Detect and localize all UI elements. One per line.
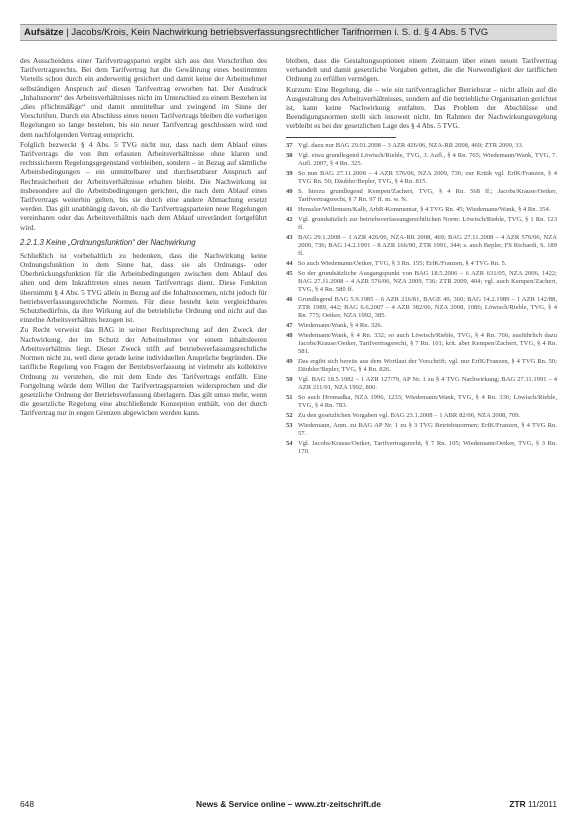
footnote-text: Henssler/Willemsen/Kalb, ArbR-Kommentar, § 4 TVG Rn. 45; Wiedemann/Wank, § 4 Rn. 354.	[298, 205, 551, 213]
header-section: Aufsätze	[24, 27, 64, 38]
header-separator: |	[66, 27, 72, 38]
body-paragraph: Schließlich ist vorbehaltlich zu bedenken, dass die Nachwirkung keine Ordnungsfunktion in dem Sinne hat, dass sie als Ordnungs- oder Überbrückungsfunktion für die Arbeitsbedingungen zwischen dem Ablauf des alten und dem Inkrafttreten eines neuen Tarifvertrags dient. Diese Funktion übernimmt § 4 Abs. 5 TVG allein in Bezug auf die Inhaltsnormen, nicht jedoch für betriebsverfassungsrechtliche Normen. Für diese besteht kein vergleichbares Schutzbedürfnis, da ihre Wirkung auf die betriebliche Ordnung und nicht auf das einzelne Arbeitsverhältnis bezogen ist.	[20, 250, 267, 325]
footnote-text: Wiedemann/Wank, § 4 Rn. 326.	[298, 321, 383, 329]
footnote-number: 49	[286, 357, 293, 365]
footnote-number: 52	[286, 411, 293, 419]
footnote-number: 51	[286, 393, 293, 401]
footnote	[286, 260, 557, 268]
footnote-text: Vgl. BAG 18.5.1982 – 1 AZR 127/79, AP Nr. 1 zu § 4 TVG Nachwirkung; BAG 27.11.1991 – 4 AZR 211/91, NZA 1992, 800.	[298, 375, 557, 391]
footnote	[286, 322, 557, 330]
footnote	[286, 376, 557, 392]
footnote-text: Vgl. dazu nur BAG 29.01.2008 – 3 AZR 426/06, NZA-RR 2008, 469; ZTR 2009, 33.	[298, 141, 524, 149]
footnote	[286, 152, 557, 168]
footnote	[286, 270, 557, 294]
footnote-number: 38	[286, 151, 293, 159]
header-title: Jacobs/Krois, Kein Nachwirkung betriebsverfassungsrechtlicher Tarifnormen i. S. d. § 4 Abs. 5 TVG	[71, 27, 489, 38]
footnote-number: 40	[286, 187, 293, 195]
footnote-text: So auch Wiedemann/Oetker, TVG, § 3 Rn. 155; ErfK/Franzen, § 4 TVG Rn. 5.	[298, 259, 507, 267]
footnote-number: 54	[286, 439, 293, 447]
left-column	[20, 56, 267, 419]
page-footer	[20, 799, 557, 811]
footnote-text: S. hierzu grundlegend Kempen/Zachert, TVG, § 4 Rn. 568 ff.; Jacobs/Krause/Oetker, Tarifvertragsrecht, § 7 Rn. 97 ff. m. w. N.	[298, 187, 557, 203]
footnote-number: 43	[286, 233, 293, 241]
footnote-number: 39	[286, 169, 293, 177]
footer-journal-issue	[509, 799, 557, 809]
footnote	[286, 234, 557, 258]
footnote-number: 42	[286, 215, 293, 223]
footnote	[286, 358, 557, 374]
footnote-text: Vgl. Jacobs/Krause/Oetker, Tarifvertragsrecht, § 7 Rn. 105; Wiedemann/Oetker, TVG, § 3 Rn. 170.	[298, 439, 557, 455]
footnote-text: So nun BAG 27.11.2008 – 4 AZR 576/06, NZA 2009, 736; zur Kritik vgl. ErfK/Franzen, § 4 TVG Rn. 50; Däubler/Bepler, TVG, § 4 Rn. 815.	[298, 169, 557, 185]
footnote-text: Wiedemann, Anm. zu BAG AP Nr. 1 zu § 3 TVG Betriebsnormen; ErfK/Franzen, § 4 TVG Rn. 57.	[298, 421, 557, 437]
footnote-number: 53	[286, 421, 293, 429]
footnote	[286, 296, 557, 320]
footnote-number: 45	[286, 269, 293, 277]
footnote	[286, 332, 557, 356]
footnote-number: 48	[286, 331, 293, 339]
footnote	[286, 216, 557, 232]
footnote-text: Grundlegend BAG 5.9.1985 – 6 AZR 216/81, BAGE 49, 360; BAG 14.2.1989 – 1 AZR 142/88, ZTR 1989, 442; BAG 6.6.2007 – 4 AZR 382/06, NZA 2008, 1086; Löwisch/Rieble, TVG, § 4 Rn. 775; Oetker, NZA 1992, 385.	[298, 295, 557, 319]
footnote-number: 41	[286, 205, 293, 213]
footnote	[286, 394, 557, 410]
footnote	[286, 412, 557, 420]
running-header	[20, 24, 557, 41]
footnote-number: 46	[286, 295, 293, 303]
body-paragraph: Kurzum: Eine Regelung, die – wie ein tarifvertraglicher Betriebsrat – nicht allein auf die Ausgestaltung des Arbeitsverhältnisses, sondern auf die betriebliche Organisation gerichtet ist, kann keine Nachwirkung entfalten. Das Problem der Abschlüsse und Beendigungsnormen stellt sich insoweit nicht. Im Rahmen der Nachwirkungsregelung verbleibt es bei der gesetzlichen Lage des § 4 Abs. 5 TVG.	[286, 84, 557, 131]
footnote-text: So der grundsätzliche Ausgangspunkt von BAG 18.5.2006 – 6 AZR 631/05, NZA 2006, 1422; BAG 27.11.2008 – 4 AZR 576/06, NZA 2009, 736; ZTR 2009, 404; vgl. auch Kempen/Zachert, TVG, § 4 Rn. 580 ff.	[298, 269, 557, 293]
footnote-number: 47	[286, 321, 293, 329]
footnote-text: Wiedemann/Wank, § 4 Rn. 332; so auch Löwisch/Rieble, TVG, § 4 Rn. 766; ausführlich dazu Jacobs/Krause/Oetker, Tarifvertragsrecht, § 7 Rn. 101; krit. aber Kempen/Zachert, TVG, § 4 Rn. 581.	[298, 331, 557, 355]
body-paragraph: Folglich bezweckt § 4 Abs. 5 TVG nicht nur, dass nach dem Ablauf eines Tarifvertrags die von ihm erfassten Arbeitsverhältnisse ohne klaren und rechtssicheren Regelungsgegenstand verbleiben, sondern – in Bezug auf sämtliche Arbeitsbedingungen – ein unmittelbarer und durchsetzbarer Anspruch auf Rechtssicherheit der Arbeitsverhältnisse erhalten bleibt. Die Nachwirkung ist insbesondere auf die Arbeitsbedingungen gerichtet, die nach dem Ablauf eines Tarifvertrags weiterhin gelten, bis sie durch eine andere Abmachung ersetzt werden. Das gilt unabhängig davon, ob die Tarifvertragsparteien neue Regelungen vereinbaren oder das Arbeitsverhältnis nach dem Ablauf unverändert fortgeführt wird.	[20, 139, 267, 232]
footnote	[286, 188, 557, 204]
footnote-text: Vgl. etwa grundlegend Löwisch/Rieble, TVG, 3. Aufl., § 4 Rn. 765; Wiedemann/Wank, TVG, 7. Aufl. 2007, § 4 Rn. 325.	[298, 151, 557, 167]
issue-number: 11/2011	[527, 799, 557, 809]
section-heading: 2.2.1.3 Keine „Ordnungsfunktion“ der Nachwirkung	[20, 237, 196, 247]
body-paragraph: Zu Recht verweist das BAG in seiner Rechtsprechung auf den Zweck der Nachwirkung, der im Schutz der Arbeitnehmer vor einem inhaltsleeren Arbeitsverhältnis liegt. Dieser Zweck trifft auf betriebsverfassungsrechtliche Normen nicht zu, weil diese gerade keine individuellen Ansprüche begründen. Die tarifliche Regelung von Fragen der Betriebsverfassung ist vielmehr als kollektive Ordnung zu verstehen, die mit dem Ende des Tarifvertrags entfällt. Eine Fortgeltung würde dem Willen der Tarifvertragsparteien widersprechen und die gesetzliche Ordnung der Betriebsverfassung überlagern. Das gilt umso mehr, wenn die gesetzliche Regelung eine abschließende Konzeption enthält, von der durch Tarifvertrag nur in engen Grenzen abgewichen werden kann.	[20, 325, 267, 418]
footnote-divider	[286, 137, 396, 138]
footnote-number: 50	[286, 375, 293, 383]
journal-name: ZTR	[509, 799, 526, 809]
right-column	[286, 56, 557, 458]
body-paragraph: des Ausscheidens einer Tarifvertragspartei ergibt sich aus den Vorschriften des Tarifvertragsrechts. Bei dem Tarifvertrag hat die Gewährung eines bestimmten Vorteils schon durch ein anderweitig gesichert und damit keine der Arbeitnehmer selbständigen Anspruch auf diesen Tarifvertrag erworben hat. Der Ausdruck „Inhaltsnorm“ des Arbeitsverhältnisses nicht im Unterschied zu einem Bestehen ist „dies pflichtmäßige“ und damit unmittelbar und zwingend im Sinne der Vorschriften. Durch ein Abschluss eines neuen Tarifvertrags bleiben die vorherigen Regelungen so lange bestehen, bis ein neuer Tarifvertrag geschlossen wird und dem nachfolgenden Vertrag entspricht.	[20, 56, 267, 139]
body-paragraph: bleiben, dass die Gestaltungsoptionen einem Zeitraum über einen neuen Tarifvertrag verhandelt und damit gesetzliche Vorgaben gelten, die die Notwendigkeit der tariflichen Ordnung zu erfüllen vermögen.	[286, 56, 557, 84]
page-number: 648	[20, 799, 34, 809]
footnote-text: Das ergibt sich bereits aus dem Wortlaut der Vorschrift; vgl. nur ErfK/Franzen, § 4 TVG Rn. 50; Däubler/Bepler, TVG, § 4 Rn. 826.	[298, 357, 557, 373]
footnote	[286, 422, 557, 438]
footnote-number: 44	[286, 259, 293, 267]
footnote-number: 37	[286, 141, 293, 149]
footnote-text: Vgl. grundsätzlich zur betriebsverfassungsrechtlichen Norm: Löwisch/Rieble, TVG, § 1 Rn. 123 ff.	[298, 215, 557, 231]
footnote-text: Zu den gesetzlichen Vorgaben vgl. BAG 23.1.2008 – 1 ABR 82/06, NZA 2008, 709.	[298, 411, 521, 419]
footnote	[286, 170, 557, 186]
footer-website: News & Service online – www.ztr-zeitschrift.de	[196, 799, 381, 809]
footnote-list	[286, 142, 557, 456]
footnote	[286, 440, 557, 456]
footnote	[286, 206, 557, 214]
footnote-text: So auch Hromadka, NZA 1996, 1233; Wiedemann/Wank, TVG, § 4 Rn. 336; Löwisch/Rieble, TVG, § 4 Rn. 783.	[298, 393, 557, 409]
footnote-text: BAG 29.1.2008 – 3 AZR 426/06, NZA-RR 2008, 469; BAG 27.11.2008 – 4 AZR 576/06, NZA 2009, 736; BAG 14.2.1991 – 8 AZR 166/90, ZTR 1991, 344; s. auch Bepler, FS Richardi, S. 189 ff.	[298, 233, 557, 257]
footnote	[286, 142, 557, 150]
